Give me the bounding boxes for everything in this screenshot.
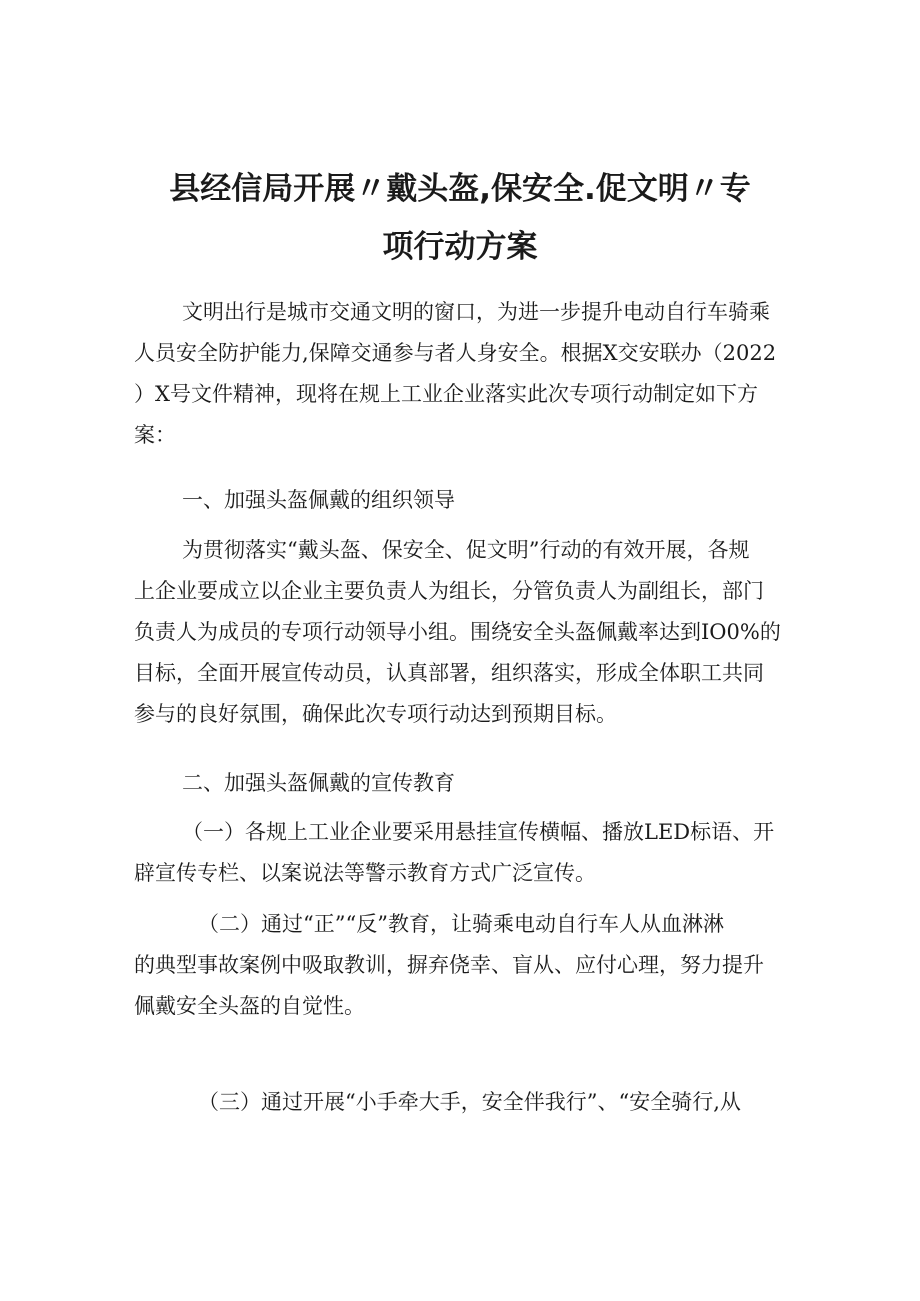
document-title-line-2: 项行动方案: [382, 229, 538, 265]
section-2-heading-block: [134, 763, 790, 804]
paragraph-line: 的典型事故案例中吸取教训，摒弃侥幸、盲从、应付心理，努力提升: [134, 953, 764, 977]
paragraph-line: 参与的良好氛围，确保此次专项行动达到预期目标。: [134, 702, 617, 726]
paragraph-line: 人员安全防护能力,保障交通参与者人身安全。根据X交安联办（2022: [134, 341, 777, 365]
paragraph-line: （三）通过开展“小手牵大手，安全伴我行”、“安全骑行,从: [198, 1090, 741, 1114]
paragraph-line: ）X号文件精神，现将在规上工业企业落实此次专项行动制定如下方: [134, 382, 758, 406]
section-2-heading: 二、加强头盔佩戴的宣传教育: [182, 771, 455, 795]
item-1-paragraph: [134, 812, 790, 894]
section-1-heading: 一、加强头盔佩戴的组织领导: [182, 488, 455, 512]
section-1-paragraph: [134, 530, 790, 735]
paragraph-line: 目标，全面开展宣传动员，认真部署，组织落实，形成全体职工共同: [134, 661, 764, 685]
document-title-line-1: 县经信局开展〃戴头盔,保安全.促文明〃专: [169, 171, 751, 207]
paragraph-line: 负责人为成员的专项行动领导小组。围绕安全头盔佩戴率达到IO0%的: [134, 620, 781, 644]
intro-paragraph: [134, 292, 790, 456]
paragraph-line: 为贯彻落实“戴头盔、保安全、促文明”行动的有效开展，各规: [182, 538, 750, 562]
item-2-paragraph: [134, 904, 790, 1027]
paragraph-line: 文明出行是城市交通文明的窗口，为进一步提升电动自行车骑乘: [182, 300, 770, 324]
item-3-paragraph: [134, 1082, 790, 1123]
paragraph-line: （二）通过“正”“反”教育，让骑乘电动自行车人从血淋淋: [198, 912, 724, 936]
paragraph-line: 案：: [134, 423, 176, 447]
paragraph-line: 佩戴安全头盔的自觉性。: [134, 994, 365, 1018]
paragraph-line: 上企业要成立以企业主要负责人为组长，分管负责人为副组长，部门: [134, 579, 764, 603]
paragraph-line: 辟宣传专栏、以案说法等警示教育方式广泛宣传。: [134, 861, 596, 885]
section-1-heading-block: [134, 480, 790, 521]
paragraph-line: （一）各规上工业企业要采用悬挂宣传横幅、播放LED标语、开: [182, 820, 775, 844]
